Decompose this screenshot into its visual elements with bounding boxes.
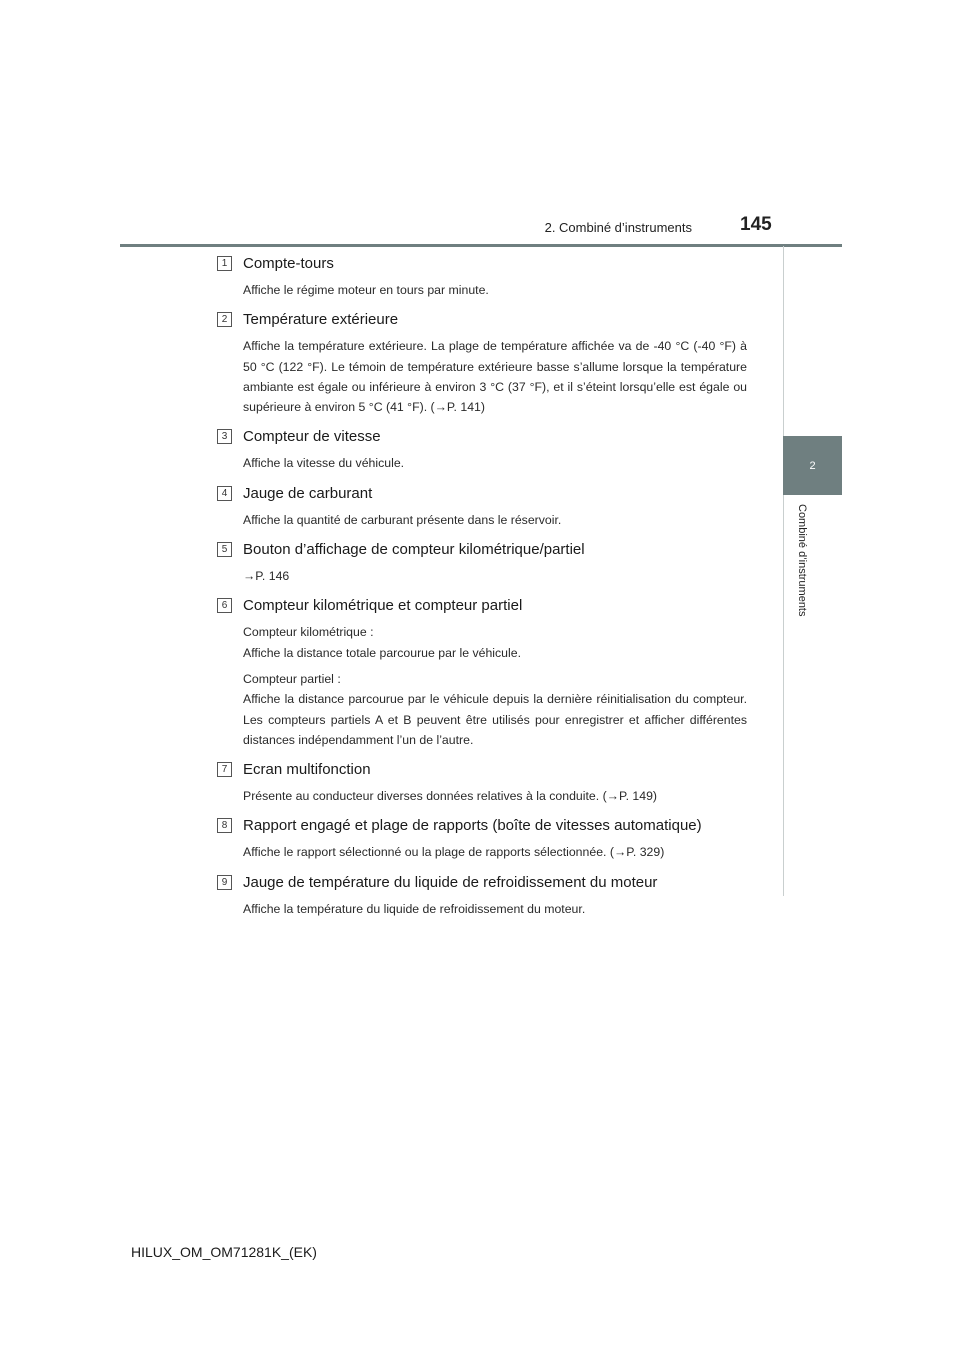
list-item <box>217 427 747 473</box>
item-description: Affiche la distance parcourue par le véhicule depuis la dernière réinitialisation du compteur. Les compteurs partiels A et B peuvent être utilisés pour enregistrer et afficher différentes distances indépendamment l’un de l’autre. <box>243 692 747 747</box>
item-title: Jauge de carburant <box>243 484 373 502</box>
item-number-badge: 4 <box>217 486 232 501</box>
page-number: 145 <box>740 214 772 235</box>
list-item <box>217 596 747 750</box>
section-title: 2. Combiné d’instruments <box>544 220 692 235</box>
item-list <box>217 254 747 929</box>
item-description: →P. 146 <box>243 569 290 584</box>
item-description: Compteur partiel : <box>243 671 341 686</box>
item-description: Affiche la distance totale parcourue par le véhicule. <box>243 645 521 660</box>
header-divider <box>120 244 842 247</box>
item-title: Ecran multifonction <box>243 761 371 779</box>
list-item <box>217 484 747 530</box>
list-item <box>217 816 747 862</box>
list-item <box>217 540 747 586</box>
item-description: Compteur kilométrique : <box>243 625 374 640</box>
item-description: Présente au conducteur diverses données relatives à la conduite. (→P. 149) <box>243 789 658 804</box>
item-description: Affiche la quantité de carburant présente dans le réservoir. <box>243 512 562 527</box>
chapter-label: Combiné d’instruments <box>796 504 808 617</box>
item-description: Affiche la vitesse du véhicule. <box>243 456 405 471</box>
item-description: Affiche le régime moteur en tours par minute. <box>243 283 489 297</box>
item-number-badge: 5 <box>217 542 232 557</box>
item-title: Bouton d’affichage de compteur kilométrique/partiel <box>243 541 585 559</box>
list-item <box>217 310 747 417</box>
list-item <box>217 873 747 919</box>
document-code: HILUX_OM_OM71281K_(EK) <box>131 1244 317 1260</box>
item-title: Compteur de vitesse <box>243 428 381 446</box>
list-item <box>217 760 747 806</box>
item-title: Température extérieure <box>243 311 399 329</box>
item-description: Affiche la température du liquide de refroidissement du moteur. <box>243 901 586 916</box>
item-number-badge: 1 <box>217 256 232 271</box>
item-number-badge: 7 <box>217 762 232 777</box>
item-number-badge: 8 <box>217 818 232 833</box>
chapter-tab[interactable]: 2 <box>783 436 842 495</box>
item-title: Rapport engagé et plage de rapports (boîte de vitesses automatique) <box>243 817 702 835</box>
item-number-badge: 2 <box>217 312 232 327</box>
item-description: Affiche la température extérieure. La plage de température affichée va de -40 °C (-40 °F) à 50 °C (122 °F). Le témoin de température extérieure basse s’allume lorsque la température ambiante est égale ou inférieure à environ 3 °C (37 °F), et il s’éteint lorsqu’elle est égale ou supérieure à environ 5 °C (41 °F). (→P. 141) <box>243 339 747 415</box>
item-description: Affiche le rapport sélectionné ou la plage de rapports sélectionnée. (→P. 329) <box>243 845 665 860</box>
item-number-badge: 3 <box>217 429 232 444</box>
item-number-badge: 6 <box>217 598 232 613</box>
item-title: Compteur kilométrique et compteur partiel <box>243 597 523 615</box>
list-item <box>217 254 747 300</box>
item-title: Jauge de température du liquide de refroidissement du moteur <box>243 873 658 891</box>
item-title: Compte-tours <box>243 255 334 272</box>
item-number-badge: 9 <box>217 875 232 890</box>
